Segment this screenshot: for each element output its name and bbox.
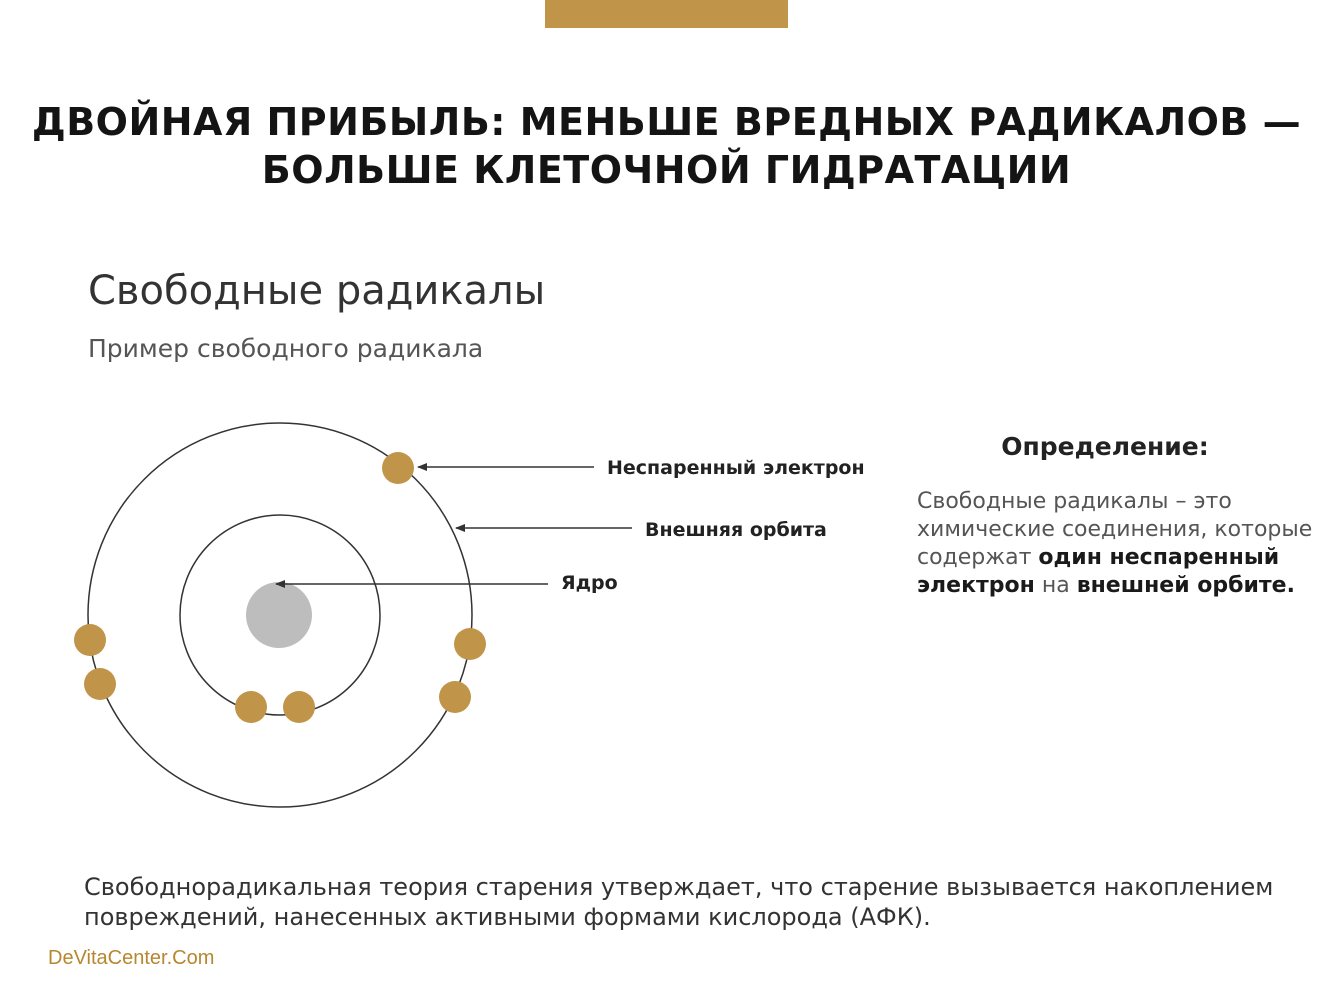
electron (439, 681, 471, 713)
electron (454, 628, 486, 660)
label-nucleus: Ядро (561, 572, 618, 594)
accent-bar (545, 0, 788, 28)
electron-unpaired (382, 452, 414, 484)
label-unpaired-electron: Неспаренный электрон (607, 457, 865, 479)
section-subtitle: Пример свободного радикала (88, 334, 484, 363)
electron (74, 624, 106, 656)
page-title-line-1: ДВОЙНАЯ ПРИБЫЛЬ: МЕНЬШЕ ВРЕДНЫХ РАДИКАЛОВ — (31, 100, 1302, 144)
atom-diagram (0, 400, 900, 820)
definition-part-1: Свободные радикалы – это химические соединения, которые содержат (917, 489, 1313, 570)
electron (84, 668, 116, 700)
section-title: Свободные радикалы (88, 268, 546, 314)
page-title-line-2: БОЛЬШЕ КЛЕТОЧНОЙ ГИДРАТАЦИИ (261, 148, 1072, 192)
definition-part-2: на (1034, 573, 1077, 598)
electron (235, 691, 267, 723)
footer-text: Свободнорадикальная теория старения утверждает, что старение вызывается накоплением повреждений, нанесенных активными формами кислорода (АФК). (84, 873, 1274, 931)
label-outer-orbit: Внешняя орбита (645, 519, 827, 541)
watermark: DeVitaCenter.Com (48, 947, 215, 969)
definition-bold-1: один неспаренный электрон (917, 545, 1280, 598)
nucleus (246, 582, 312, 648)
definition-text (917, 488, 1317, 600)
electron (283, 691, 315, 723)
page-title (30, 98, 1303, 194)
definition-bold-2: внешней орбите. (1076, 573, 1295, 598)
definition-heading: Определение: (1001, 432, 1209, 461)
